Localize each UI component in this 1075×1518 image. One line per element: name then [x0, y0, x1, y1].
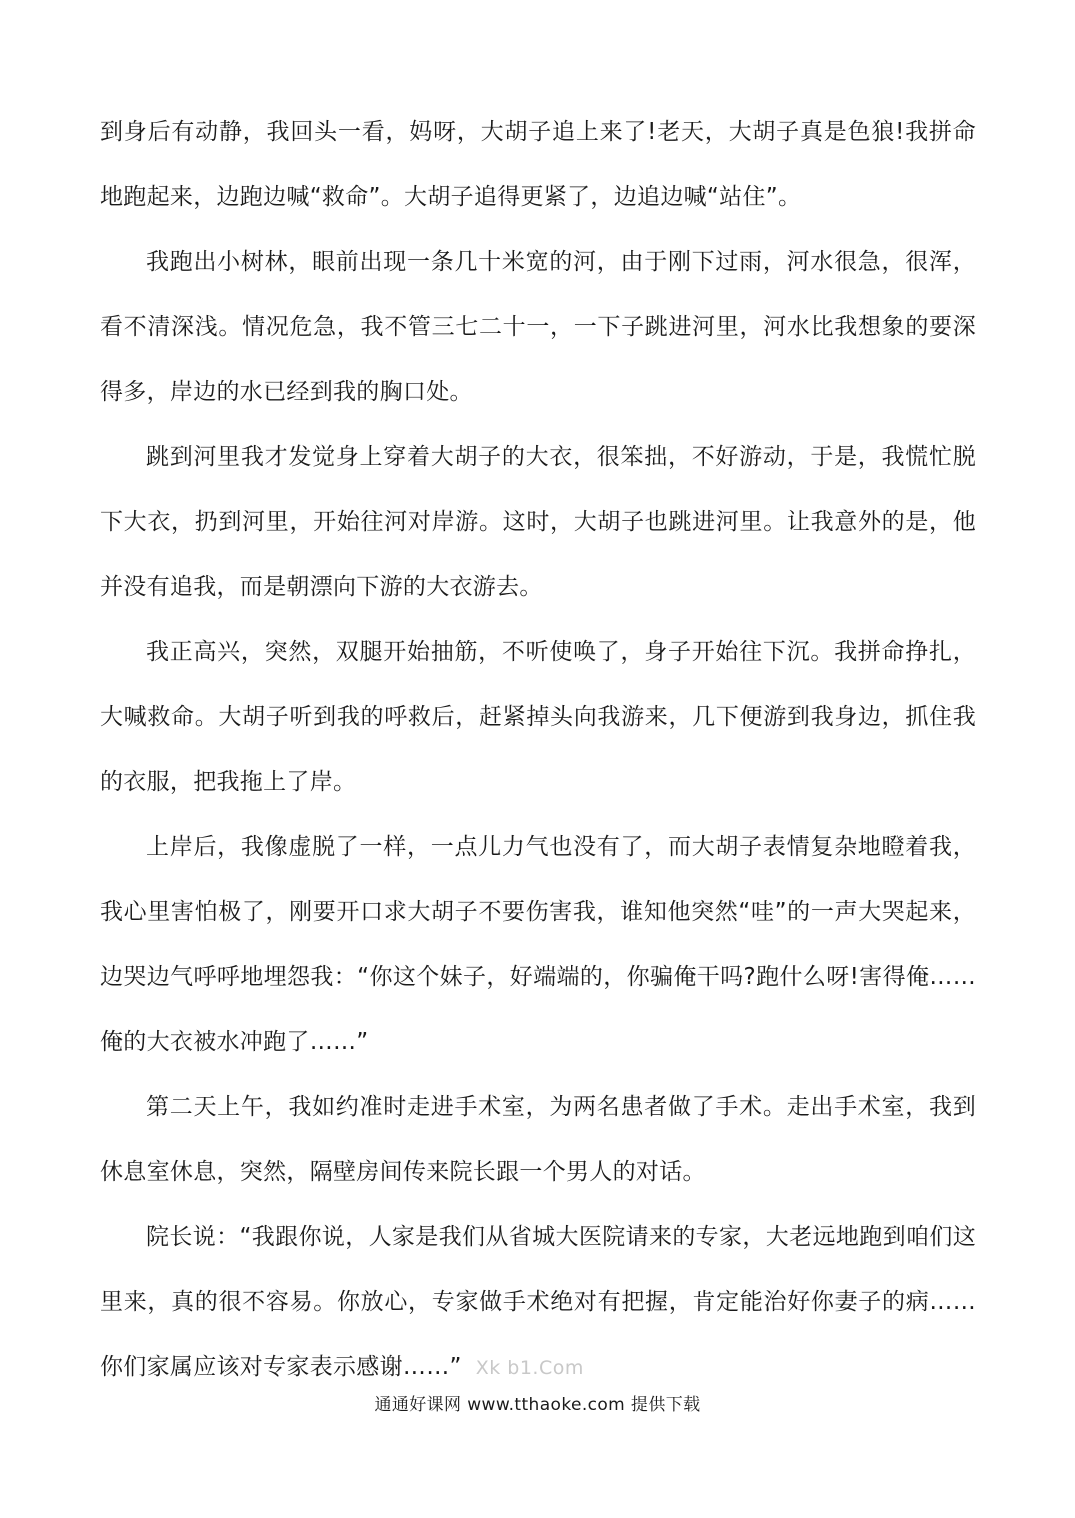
document-body [100, 100, 976, 1401]
page-footer: 通通好课网 www.tthaoke.com 提供下载 [374, 1395, 701, 1415]
paragraph-6: 第二天上午，我如约准时走进手术室，为两名患者做了手术。走出手术室，我到休息室休息，突然，隔壁房间传来院长跟一个男人的对话。 [100, 1094, 976, 1185]
paragraph-5: 上岸后，我像虚脱了一样，一点儿力气也没有了，而大胡子表情复杂地瞪着我，我心里害怕极了，刚要开口求大胡子不要伤害我，谁知他突然“哇”的一声大哭起来，边哭边气呼呼地埋怨我：“你这个妹子，好端端的，你骗俺干吗?跑什么呀!害得俺……俺的大衣被水冲跑了……” [100, 834, 976, 1055]
paragraph-2: 我跑出小树林，眼前出现一条几十米宽的河，由于刚下过雨，河水很急，很浑，看不清深浅。情况危急，我不管三七二十一，一下子跳进河里，河水比我想象的要深得多，岸边的水已经到我的胸口处。 [100, 249, 976, 405]
watermark-text: Xk b1.Com [475, 1357, 584, 1379]
paragraph-4: 我正高兴，突然，双腿开始抽筋，不听使唤了，身子开始往下沉。我拼命挣扎，大喊救命。大胡子听到我的呼救后，赶紧掉头向我游来，几下便游到我身边，抓住我的衣服，把我拖上了岸。 [100, 639, 976, 795]
paragraph-1: 到身后有动静，我回头一看，妈呀，大胡子追上来了!老天，大胡子真是色狼!我拼命地跑起来，边跑边喊“救命”。大胡子追得更紧了，边追边喊“站住”。 [100, 119, 976, 210]
paragraph-7 [100, 1205, 976, 1401]
paragraph-7-text: 院长说：“我跟你说，人家是我们从省城大医院请来的专家，大老远地跑到咱们这里来，真的很不容易。你放心，专家做手术绝对有把握，肯定能治好你妻子的病……你们家属应该对专家表示感谢……” [100, 1224, 976, 1380]
paragraph-3: 跳到河里我才发觉身上穿着大胡子的大衣，很笨拙，不好游动，于是，我慌忙脱下大衣，扔到河里，开始往河对岸游。这时，大胡子也跳进河里。让我意外的是，他并没有追我，而是朝漂向下游的大衣游去。 [100, 444, 976, 600]
